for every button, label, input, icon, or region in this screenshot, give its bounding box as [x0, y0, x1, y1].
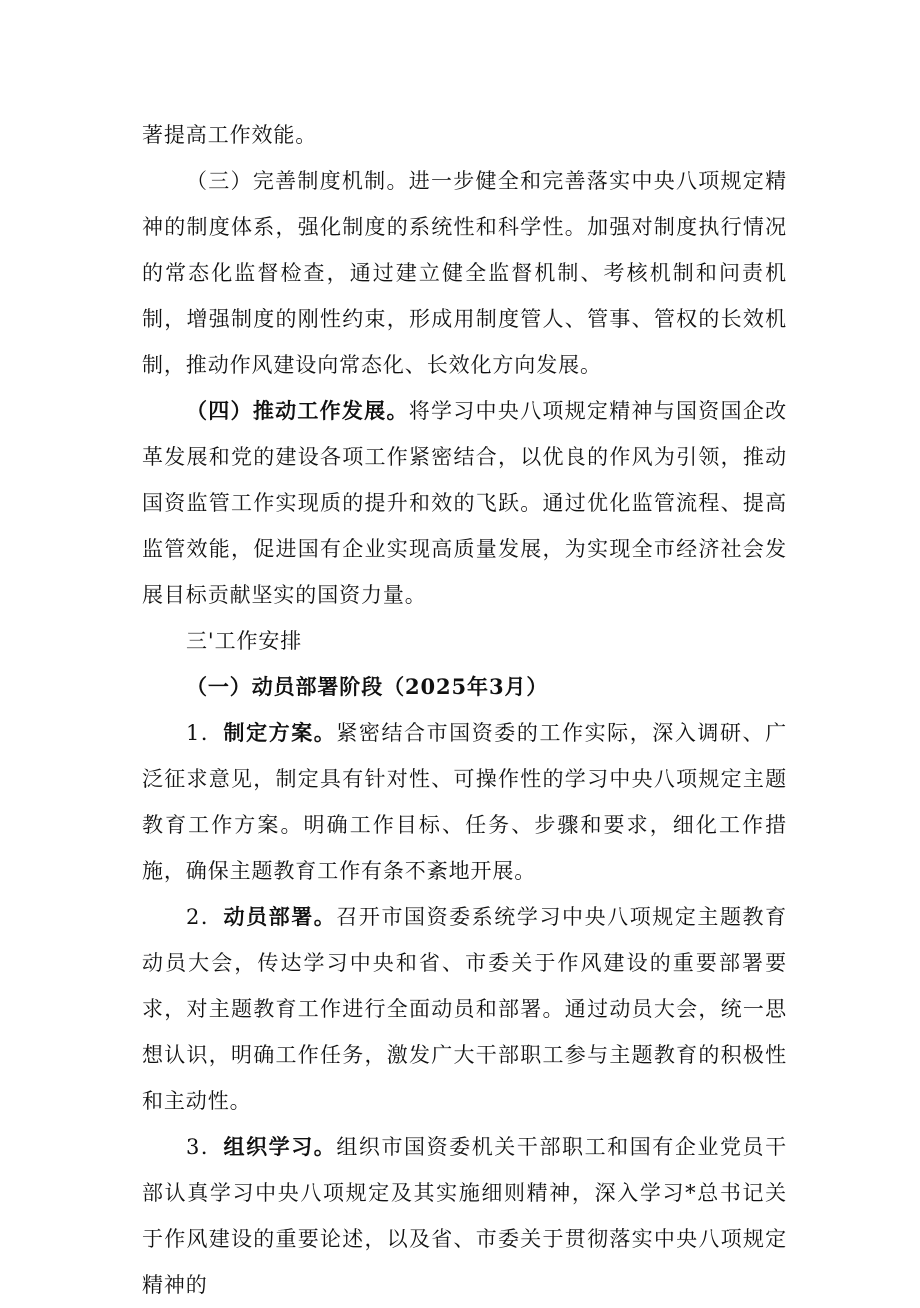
paragraph-lead: 动员部署。 [223, 904, 337, 929]
section-heading-work-arrangement [142, 618, 787, 664]
heading-text: 三'工作安排 [186, 629, 303, 653]
paragraph-text: 著提高工作效能。 [142, 123, 318, 147]
paragraph-lead: 制定方案。 [223, 720, 337, 745]
paragraph-mobilization [142, 894, 787, 1124]
paragraph-lead: （四）推动工作发展。 [186, 398, 409, 423]
document-page [142, 112, 787, 1308]
subsection-heading-mobilization [142, 664, 787, 710]
paragraph-promote-work [142, 388, 787, 618]
item-number: 1． [186, 721, 224, 745]
paragraph-continuation [142, 112, 787, 158]
item-number: 3． [186, 1135, 224, 1159]
paragraph-text: （三）完善制度机制。进一步健全和完善落实中央八项规定精神的制度体系，强化制度的系统性和科学性。加强对制度执行情况的常态化监督检查，通过建立健全监督机制、考核机制和问责机制，增强制度的刚性约束，形成用制度管人、管事、管权的长效机制，推动作风建设向常态化、长效化方向发展。 [142, 169, 787, 377]
paragraph-formulate-plan [142, 710, 787, 894]
paragraph-text: 将学习中央八项规定精神与国资国企改革发展和党的建设各项工作紧密结合，以优良的作风为引领，推动国资监管工作实现质的提升和效的飞跃。通过优化监管流程、提高监管效能，促进国有企业实现高质量发展，为实现全市经济社会发展目标贡献坚实的国资力量。 [142, 399, 787, 607]
paragraph-organize-study [142, 1124, 787, 1308]
paragraph-lead: 组织学习。 [223, 1134, 337, 1159]
paragraph-text: 组织市国资委机关干部职工和国有企业党员干部认真学习中央八项规定及其实施细则精神，深入学习*总书记关于作风建设的重要论述，以及省、市委关于贯彻落实中央八项规定精神的 [142, 1135, 788, 1297]
paragraph-text: 紧密结合市国资委的工作实际，深入调研、广泛征求意见，制定具有针对性、可操作性的学习中央八项规定主题教育工作方案。明确工作目标、任务、步骤和要求，细化工作措施，确保主题教育工作有条不紊地开展。 [142, 721, 788, 883]
heading-text: （一）动员部署阶段（2025年3月） [186, 674, 549, 699]
paragraph-improve-system [142, 158, 787, 388]
paragraph-text: 召开市国资委系统学习中央八项规定主题教育动员大会，传达学习中央和省、市委关于作风建设的重要部署要求，对主题教育工作进行全面动员和部署。通过动员大会，统一思想认识，明确工作任务，激发广大干部职工参与主题教育的积极性和主动性。 [142, 905, 788, 1113]
item-number: 2． [186, 905, 224, 929]
